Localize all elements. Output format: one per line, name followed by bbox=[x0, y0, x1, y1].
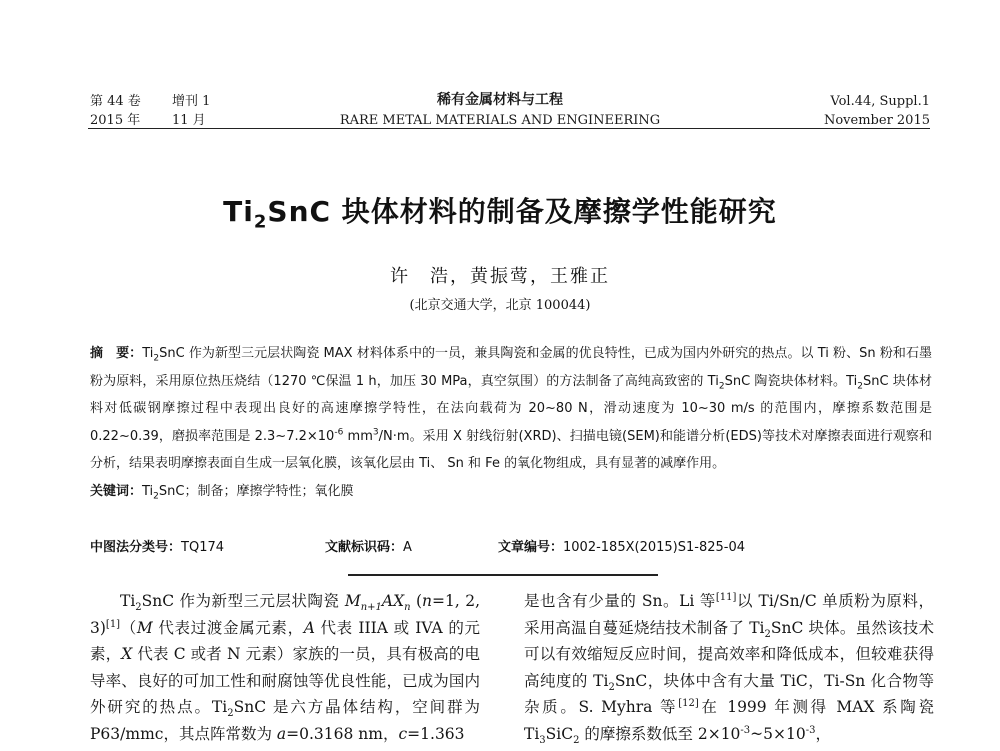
citation-12: [12] bbox=[678, 697, 699, 709]
citation-1: [1] bbox=[105, 618, 121, 630]
journal-title-en: RARE METAL MATERIALS AND ENGINEERING bbox=[339, 113, 661, 128]
clc-number: 中图法分类号：TQ174 bbox=[90, 540, 225, 555]
paper-title: $Ti_2SnC$ 块体材料的制备及摩擦学性能研究 bbox=[223, 195, 777, 233]
abstract-label: 摘 要： bbox=[90, 346, 143, 361]
authors: 许 浩，黄振莺，王雅正 bbox=[390, 266, 610, 287]
journal-title-cn: 稀有金属材料与工程 bbox=[437, 92, 563, 108]
abstract: 摘 要：$Ti_2SnC$ 作为新型三元层状陶瓷 MAX 材料体系中的一员，兼具陶瓷和金属的优良特性，已成为国内外研究的热点。以 Ti 粉、Sn 粉和石墨粉为原料，采用原位热压烧结（1270 ℃保温 1 h，加压 30 MPa，真空氛围）的方法制备了高纯高致密的 $Ti_2SnC$ 陶瓷块体材料。$Ti_2SnC$ 块体材料对低碳钢摩擦过程中表现出良好的高速摩擦学特性，在法向载荷为 20~80 N，滑动速度为 10~30 m/s 的范围内，摩擦系数范围是 0.22~0.39，磨损率范围是 $2.3\sim 7.2\times 10^{-6}$ $mm^3/N\cdot m$。采用 X 射线衍射(XRD)、扫描电镜(SEM)和能谱分析(EDS)等技术对摩擦表面进行观察和分析，结果表明摩擦表面自生成一层氧化膜，该氧化层由 Ti、 Sn 和 Fe 的氧化物组成，具有显著的减摩作用。 关键词：$Ti_2SnC$；制备；摩擦学特性；氧化膜 bbox=[90, 346, 933, 502]
body-right-column: 是也含有少量的 Sn。Li 等[11]以 Ti/Sn/C 单质粉为原料，采用高温自蔓延烧结技术制备了 $Ti_2SnC$ 块体。虽然该技术可以有效缩短反应时间，提高效率和降低成本，但较难获得高纯度的 $Ti_2SnC$，块体中含有大量 TiC，Ti-Sn 化合物等杂质。S. Myhra 等[12]在 1999 年测得 MAX 系陶瓷 $Ti_3SiC_2$ 的摩擦系数低至 $2\times 10^{-3}\sim 5\times 10^{-3}$， bbox=[524, 591, 934, 746]
citation-11: [11] bbox=[715, 591, 737, 603]
header-volume: 第 44 卷 bbox=[90, 94, 141, 109]
header-supplement: 增刊 1 bbox=[172, 94, 211, 109]
keywords-label: 关键词： bbox=[90, 483, 143, 499]
header-volume-en: Vol.44, Suppl.1 bbox=[830, 94, 930, 109]
keywords: $Ti_2SnC$；制备；摩擦学特性；氧化膜 bbox=[142, 483, 354, 502]
affiliation: (北京交通大学，北京 100044) bbox=[409, 298, 591, 313]
document-code: 文献标识码：A bbox=[325, 540, 412, 555]
header-date-en: November 2015 bbox=[823, 113, 930, 128]
article-number: 文章编号：1002-185X(2015)S1-825-04 bbox=[498, 540, 745, 555]
section-separator bbox=[348, 574, 658, 576]
header-rule bbox=[88, 128, 930, 129]
header-year: 2015 年 bbox=[90, 113, 141, 128]
header-month: 11 月 bbox=[172, 113, 206, 128]
body-left-column: $Ti_2SnC$ 作为新型三元层状陶瓷 $M_{n+1}AX_n$ (n=1, 2, 3)[1]（M 代表过渡金属元素，A 代表 IIIA 或 IVA 的元素，X 代表 C 或者 N 元素）家族的一员，具有极高的电导率、良好的可加工性和耐腐蚀等优良性能，已成为国内外研究的热点。$Ti_2SnC$ 是六方晶体结构，空间群为 P63/mmc，其点阵常数为 a=0.3168 nm，c=1.363 bbox=[90, 592, 481, 743]
